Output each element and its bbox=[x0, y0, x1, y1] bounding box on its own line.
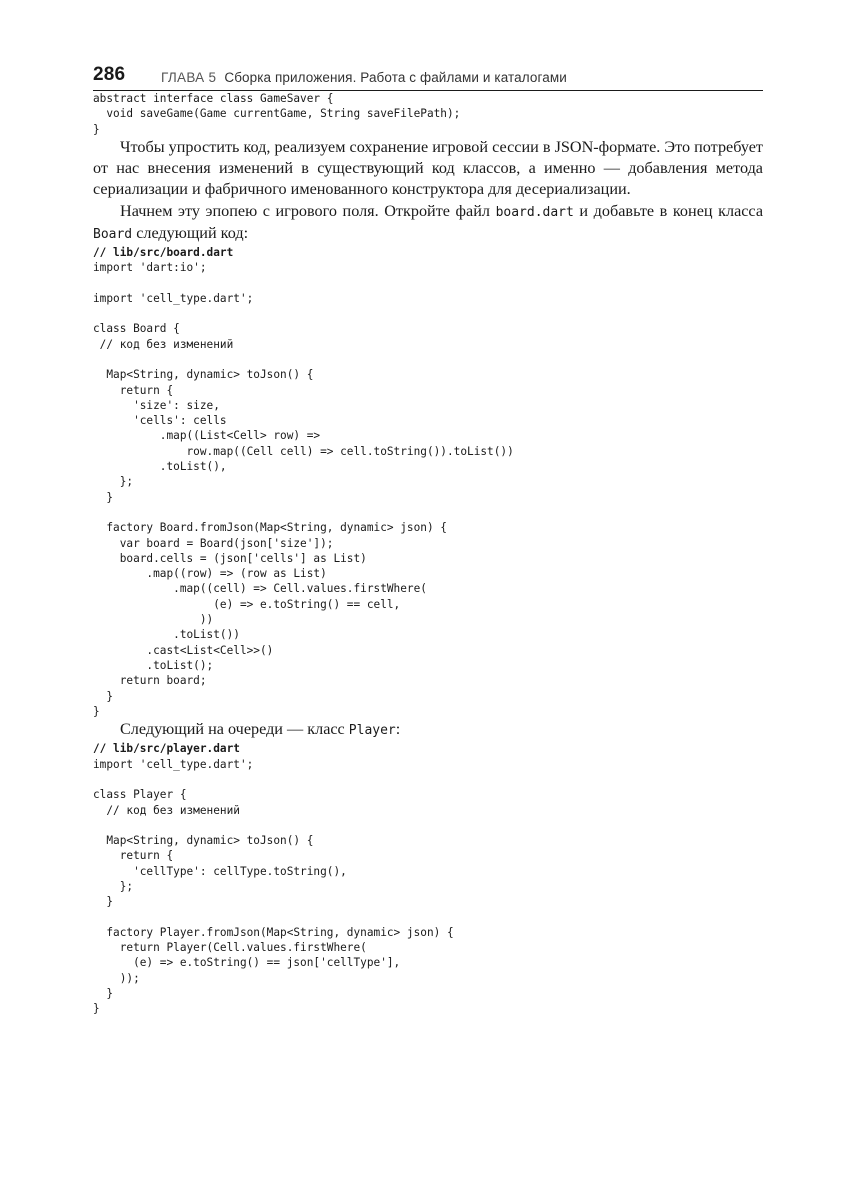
page-number: 286 bbox=[93, 64, 126, 85]
paragraph-board-text-3: следующий код: bbox=[132, 223, 249, 242]
code-lines-board: import 'dart:io'; import 'cell_type.dart'; class Board { // код без изменений Map<String, dynamic> toJson() { return { 'size': size, 'cells': cells .map((List<Cell> row) => row.map((Cell cell) => cell.toString()).toList()) .toList(), }; } factory Board.fromJson(Map<String, dynamic> json) { var board = Board(json['size']); board.cells = (json['cells'] as List) .map((row) => (row as List) .map((cell) => Cell.values.firstWhere( (e) => e.toString() == cell, )) .toList()) .cast<List<Cell>>() .toList(); return board; } } bbox=[93, 261, 514, 718]
page-header bbox=[93, 58, 763, 91]
paragraph-board-text-2: и добавьте в конец класса bbox=[573, 201, 764, 220]
code-file-comment-board: // lib/src/board.dart bbox=[93, 245, 234, 259]
inline-code-board-file: board.dart bbox=[495, 204, 574, 220]
code-block-player bbox=[93, 741, 763, 1016]
inline-code-player-class: Player bbox=[348, 723, 396, 739]
inline-code-board-class: Board bbox=[93, 226, 133, 242]
chapter-title: Сборка приложения. Работа с файлами и каталогами bbox=[224, 69, 567, 85]
code-lines-player: import 'cell_type.dart'; class Player { // код без изменений Map<String, dynamic> toJson() { return { 'cellType': cellType.toString(), }; } factory Player.fromJson(Map<String, dynamic> json) { return Player(Cell.values.firstWhere( (e) => e.toString() == json['cellType'], )); } } bbox=[93, 757, 454, 1016]
paragraph-board-text-1: Начнем эту эпопею с игрового поля. Откройте файл bbox=[120, 201, 496, 220]
chapter-label: ГЛАВА 5 bbox=[161, 69, 217, 85]
paragraph-board-intro bbox=[93, 201, 763, 245]
paragraph-player-text-2: : bbox=[395, 720, 401, 739]
code-block-board bbox=[93, 245, 763, 719]
paragraph-player-text-1: Следующий на очереди — класс bbox=[120, 720, 349, 739]
code-file-comment-player: // lib/src/player.dart bbox=[93, 742, 240, 756]
paragraph-json-intro: Чтобы упростить код, реализуем сохранение игровой сессии в JSON-формате. Это потребует от нас внесения изменений в существующий код классов, а именно — добавления метода сериализации и фабричного именованного конструктора для десериализации. bbox=[93, 137, 763, 199]
code-block-gamesaver: abstract interface class GameSaver { void saveGame(Game currentGame, String saveFilePath); } bbox=[93, 92, 461, 136]
paragraph-player-intro bbox=[93, 719, 763, 741]
book-page bbox=[93, 58, 763, 1017]
